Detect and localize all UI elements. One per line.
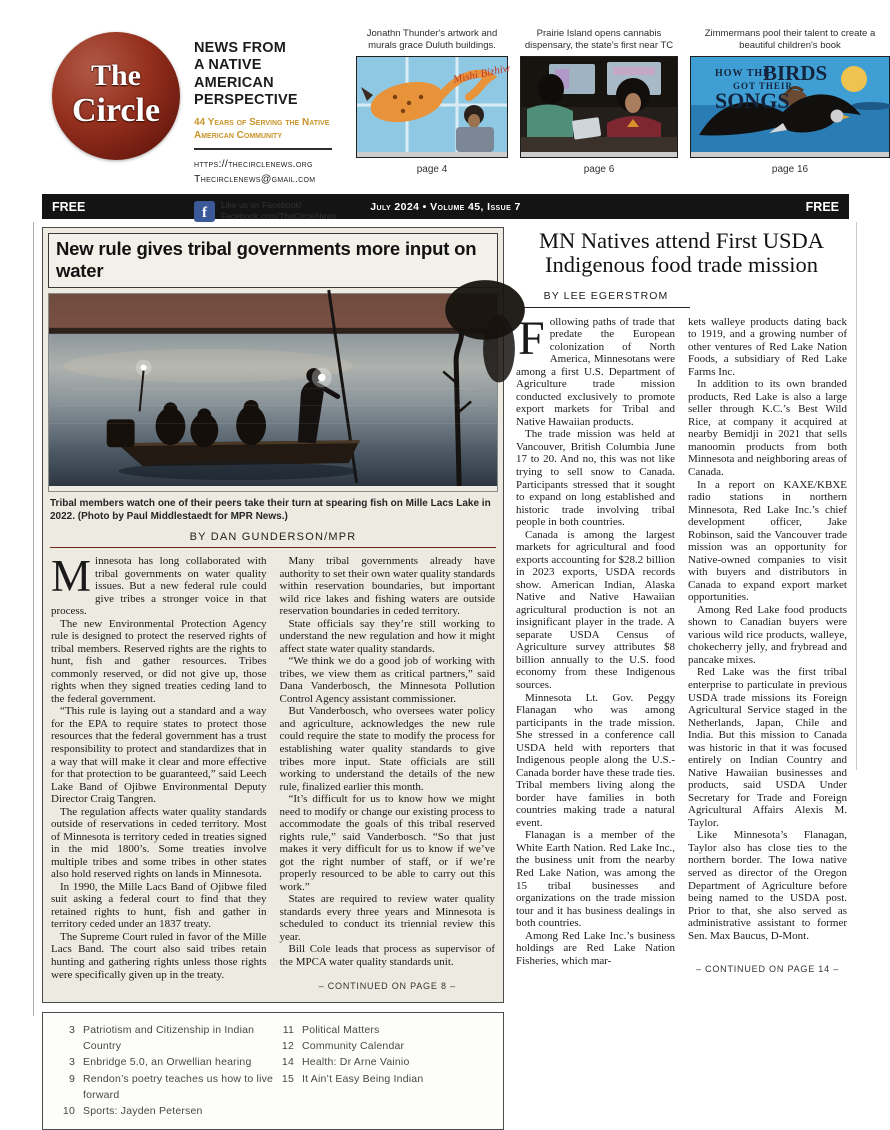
usda-body (516, 311, 847, 975)
teaser-cannabis-dispensary (520, 28, 678, 188)
mural-text: Mishi Bizhiw (452, 62, 512, 86)
paragraph: In 1990, the Mille Lacs Band of Ojibwe filed suit asking a federal court to find that they retained rights to hunt, fish and gather in territory ceded under an 1837 treaty. (51, 880, 267, 931)
index-entry-title: Community Calendar (302, 1040, 405, 1053)
index-page-number: 12 (281, 1040, 294, 1053)
lead-article-column (42, 227, 504, 1130)
lead-photo (48, 293, 498, 492)
paragraph-list (51, 618, 267, 981)
paragraph: State officials say they’re still working to understand the new regulation and how it might affect state water quality standards. (279, 617, 495, 655)
facebook-icon: f (194, 201, 215, 222)
paragraph: The regulation affects water quality standards outside of reservations in ceded territory. Most of Minnesota is territory ceded in treaties signed in the mid 1800’s. Some treaties involve multiple tribes and some tribes in other states also hold reserved rights on lands in Minnesota. (51, 805, 267, 881)
paragraph: Like Minnesota’s Flanagan, Taylor also has close ties to the northern border. The Iowa native served as director of the Oregon Department of Agriculture before being named to the USDA post. Prior to that, she also served as administrative assistant to former Sen. Max Baucus, D-Mont. (688, 829, 847, 942)
usda-byline: BY LEE EGERSTROM (522, 290, 690, 308)
usda-body-col1 (516, 311, 675, 975)
paragraph-list (688, 316, 847, 943)
night-spearfishing-photo (49, 294, 497, 486)
index-entry-title: Enbridge 5.0, an Orwellian hearing (83, 1056, 252, 1069)
facebook-line2: Facebook.com/TheCircleNews (221, 211, 337, 222)
usda-article (514, 227, 849, 1130)
lead-body-col1 (51, 551, 267, 991)
teaser-photo-book-cover (690, 56, 890, 158)
masthead-text (194, 26, 344, 222)
dropcap: M (51, 551, 92, 601)
lead-body-col2 (280, 555, 496, 991)
index-box (42, 1012, 504, 1130)
usda-headline (516, 229, 847, 278)
usda-headline-line1: MN Natives attend First USDA (539, 228, 824, 253)
paragraph-list (516, 428, 675, 967)
issue-bar (42, 194, 849, 219)
teaser-caption: Jonathn Thunder's artwork and murals grace Duluth buildings. (366, 28, 498, 52)
main-content (42, 227, 849, 1130)
the-circle-logo (52, 32, 180, 160)
paragraph: States are required to review water quality standards every three years and Minnesota is scheduled to conduct its triennial review this year. (279, 893, 495, 943)
paragraph: Canada is among the largest markets for agricultural and food exports accounting for $28.2 billion in 2023 exports, USDA records show. American Indian, Alaska Native and Native Hawaiian agricultural production is not an insignificant player in the trade. A separate USDA Census of Agriculture survey attributes $8 billion annually to the U.S. food economy from these Indigenous sources. (516, 528, 675, 691)
paragraph: “We think we do a good job of working with tribes, we view them as critical partners,” said Dana Vanderbosch, the Minnesota Pollution Control Agency assistant commissioner. (279, 655, 495, 705)
lead-headline: New rule gives tribal governments more input on water (48, 233, 498, 288)
index-entry-title: Political Matters (302, 1023, 380, 1036)
paragraph: Flanagan is a member of the White Earth Nation. Red Lake Inc., the business unit from the nearby Red Lake Nation, was among the 15 tribal businesses and organizations on the trade mission tour and it has business dealings in both countries. (516, 829, 675, 930)
tagline-line: NEWS FROM (194, 40, 287, 56)
usda-body-col2 (688, 316, 847, 975)
teaser-photo-mural (356, 56, 512, 158)
index-page-number: 11 (282, 1023, 294, 1036)
photo-caption: Tribal members watch one of their peers take their turn at spearing fish on Mille Lacs Lake in 2022. (Photo by Paul Middlestaedt for MPR News.) (50, 498, 491, 522)
paragraph: “This rule is laying out a standard and a way for the EPA to require states to protect those resources that the federal government has a trust responsibility to protect and standardizes that in a way that will make it clear and more effective for that protection to be guaranteed,” said Leech Lake Band of Ojibwe Environmental Deputy Director Craig Tangren. (51, 705, 267, 806)
facebook-line1: Like us on Facebook! (221, 200, 302, 211)
paragraph: In addition to its own branded products, Red Lake is also a large seller through K.C.’s Best Wild Rice, at company it acquired at nearby Bemidji in 2021 that sells manoomin products from both Minnesota and neighboring areas of Canada. (688, 378, 847, 478)
opening-paragraph (516, 311, 675, 429)
page-scan-right-edge (856, 222, 857, 770)
issue-date-volume: July 2024 • Volume 45, Issue 7 (370, 200, 521, 213)
index-entry (276, 1038, 495, 1054)
book-title-line1: HOW THE (715, 68, 771, 79)
years-serving-tagline: 44 Years of Serving the Native American Community (194, 116, 330, 142)
index-column-left (57, 1022, 276, 1120)
paragraph: “It’s difficult for us to know how we might need to modify or change our existing process to accommodate the goals of this tribal reserved rights rule,” said Vanderbosch. “So that just makes it very difficult for us to know if we’ve got the right number of staff, or if we’re properly resourced to be able to carry out this work.” (279, 793, 495, 893)
page-scan-left-edge (33, 222, 34, 1016)
usda-headline-line2: Indigenous food trade mission (544, 252, 819, 278)
teaser-photo-dispensary (520, 56, 678, 158)
lead-byline: BY DAN GUNDERSON/MPR (189, 531, 357, 543)
paragraph: kets walleye products dating back to 1919, and a growing number of other ventures of Red Lake Nation Foods, a subsidiary of Red Lake Farms Inc. (688, 315, 847, 378)
paragraph: The Supreme Court ruled in favor of the Mille Lacs Band. The court also said tribes retain hunting and gathering rights unless those rights were specifically given up in the treaty. (51, 930, 267, 981)
dropcap: F (518, 311, 545, 365)
masthead-rule (194, 148, 332, 150)
index-page-number: 10 (62, 1105, 75, 1118)
continued-note: – CONTINUED ON PAGE 14 – (695, 964, 840, 975)
logo-word-circle: Circle (71, 92, 161, 130)
dispensary-illustration (521, 57, 677, 152)
index-entry-title: Rendon’s poetry teaches us how to live forward (83, 1072, 274, 1101)
index-column-right (276, 1022, 495, 1120)
tagline (194, 40, 344, 110)
logo-word-the: The (90, 59, 141, 93)
paragraph: The trade mission was held at Vancouver, British Columbia June 17 to 20. And no, this was not like trying to sell snow to Canada. Participants stressed that it sought to expand on long established and historic trade involving tribal people in both countries. (516, 428, 675, 529)
teaser-page-ref: page 4 (416, 164, 448, 175)
opening-paragraph (51, 551, 267, 618)
lead-body (48, 551, 498, 997)
index-entry (276, 1054, 495, 1070)
index-entry-title: Patriotism and Citizenship in Indian Country (83, 1023, 255, 1053)
paragraph: Many tribal governments already have authority to set their own water quality standards within reservation boundaries, but important wild rice lakes and fishing waters are outside reservation boundaries in ceded territory. (279, 555, 495, 618)
teaser-strip (356, 26, 890, 188)
paragraph: But Vanderbosch, who oversees water policy and agriculture, acknowledges the new rule could require the state to modify the process for establishing water quality standards to give tribes more input. State officials are still working to understand the details of the new rule, finalized earlier this month. (279, 705, 495, 793)
paragraph: The new Environmental Protection Agency rule is designed to protect the reserved rights of tribal members. Reserved rights are the rights to hunt, fish and gather resources. Tribes commonly reserved, or did not give up, those rights when they signed treaties ceding land to the federal government. (51, 617, 267, 705)
index-entry (57, 1071, 276, 1104)
index-page-number: 3 (68, 1056, 75, 1069)
index-entry-title: Sports: Jayden Petersen (83, 1105, 203, 1118)
tagline-line: A NATIVE (194, 57, 262, 74)
index-entry-title: It Ain’t Easy Being Indian (302, 1072, 424, 1085)
index-entry (57, 1103, 276, 1119)
opening-text: innesota has long collaborated with tribal governments on water quality issues. But a new federal rule could give tribes a stronger voice in that process. (51, 555, 267, 618)
email-address: Thecirclenews@gmail.com (194, 173, 316, 186)
continued-note: – CONTINUED ON PAGE 8 – (318, 980, 456, 991)
torch-light (141, 365, 147, 371)
sun (841, 66, 867, 92)
lead-article (42, 227, 504, 1003)
index-entry (276, 1071, 495, 1087)
teaser-childrens-book (690, 28, 890, 188)
paragraph: Minnesota Lt. Gov. Peggy Flanagan who was among participants in the trade mission. She stressed in a conference call USDA held with reporters that Indigenous people along the U.S.-Canada border have these trade ties. Tribal members living along the border have families in both countries making trade a natural event. (516, 691, 675, 829)
index-page-number: 3 (68, 1023, 75, 1036)
contact-urls (194, 157, 344, 189)
paragraph: Red Lake was the first tribal enterprise to particulate in previous USDA trade missions its Foreign Agricultural Service staged in the Netherlands, Japan, Chile and India. But this mission to Canada was historic in that it was focused entirely on Indian Country and Native Hawaiian businesses and products, said USDA Under Secretary for Trade and Foreign Agricultural Affairs Alexis M. Taylor. (688, 666, 847, 829)
index-page-number: 15 (281, 1072, 294, 1085)
byline-rule (50, 547, 496, 548)
opening-text: ollowing paths of trade that predate the European colonization of North America, Minnesotans were among a first U.S. Department of Agriculture trade mission conducted exclusively to promote export markets for Tribal and Native Hawaiian products. (516, 315, 675, 428)
index-entry-title: Health: Dr Arne Vainio (302, 1056, 410, 1069)
paragraph-list (280, 555, 496, 969)
paragraph: Bill Cole leads that process as supervisor of the MPCA water quality standards unit. (279, 943, 495, 968)
book-title-word1: BIRDS (763, 61, 828, 85)
mural-illustration (357, 57, 512, 152)
tagline-line: AMERICAN (194, 74, 274, 91)
tagline-line: PERSPECTIVE (194, 92, 298, 109)
teaser-duluth-murals (356, 28, 512, 188)
free-label-left: FREE (52, 199, 86, 214)
index-entry (276, 1022, 495, 1038)
paragraph: Among Red Lake food products shown to Canadian buyers were various wild rice products, walleye, chokecherry jelly, and frybread and pancake mixes. (688, 603, 847, 666)
index-entry (57, 1054, 276, 1070)
tree-foliage (445, 280, 525, 340)
paragraph: In a report on KAXE/KBXE radio stations in northern Minnesota, Red Lake Inc.’s chief development officer, Jake Robinson, said the Vancouver trade mission was an opportunity for Native-owned companies to visit with buyers and distributors in Canada to expand export market opportunities. (688, 478, 847, 604)
paragraph: Among Red Lake Inc.’s business holdings are Red Lake Nation Fisheries, which mar- (516, 929, 675, 967)
teaser-caption: Prairie Island opens cannabis dispensary, the state's first near TC (524, 28, 674, 52)
book-title-word2: SONGS (715, 88, 790, 113)
website-url: https://thecirclenews.org (194, 157, 313, 170)
book-cover-illustration (691, 57, 889, 152)
teaser-page-ref: page 6 (583, 164, 615, 175)
teaser-caption: Zimmermans pool their talent to create a beautiful children's book (704, 28, 876, 52)
index-entry (57, 1022, 276, 1055)
index-page-number: 14 (281, 1056, 294, 1069)
teaser-page-ref: page 16 (771, 164, 809, 175)
book-title-line2: GOT THEIR (733, 81, 793, 91)
index-page-number: 9 (68, 1072, 75, 1085)
free-label-right: FREE (805, 199, 839, 214)
